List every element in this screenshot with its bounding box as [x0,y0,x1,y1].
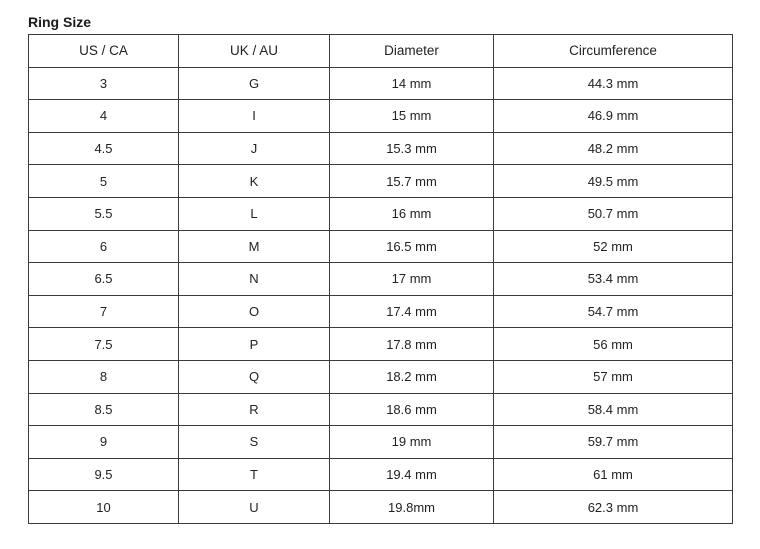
cell-circumference: 48.2 mm [494,132,733,165]
cell-diameter: 17 mm [330,263,494,296]
cell-us-ca: 9.5 [29,458,179,491]
cell-circumference: 50.7 mm [494,197,733,230]
cell-uk-au: J [179,132,330,165]
table-row [29,393,733,426]
column-header-diameter: Diameter [330,35,494,68]
cell-us-ca: 5 [29,165,179,198]
cell-circumference: 57 mm [494,360,733,393]
cell-circumference: 53.4 mm [494,263,733,296]
cell-uk-au: U [179,491,330,524]
cell-diameter: 19 mm [330,426,494,459]
cell-us-ca: 3 [29,67,179,100]
cell-us-ca: 4.5 [29,132,179,165]
column-header-uk-au: UK / AU [179,35,330,68]
cell-diameter: 18.2 mm [330,360,494,393]
table-header-row [29,35,733,68]
cell-circumference: 58.4 mm [494,393,733,426]
cell-us-ca: 8 [29,360,179,393]
cell-uk-au: T [179,458,330,491]
cell-diameter: 18.6 mm [330,393,494,426]
cell-circumference: 61 mm [494,458,733,491]
cell-us-ca: 6 [29,230,179,263]
cell-diameter: 19.4 mm [330,458,494,491]
table-row [29,230,733,263]
column-header-circumference: Circumference [494,35,733,68]
cell-uk-au: G [179,67,330,100]
table-row [29,491,733,524]
cell-diameter: 14 mm [330,67,494,100]
table-row [29,295,733,328]
cell-diameter: 15 mm [330,100,494,133]
cell-diameter: 17.4 mm [330,295,494,328]
cell-circumference: 44.3 mm [494,67,733,100]
cell-circumference: 59.7 mm [494,426,733,459]
cell-diameter: 16.5 mm [330,230,494,263]
cell-us-ca: 8.5 [29,393,179,426]
column-header-us-ca: US / CA [29,35,179,68]
cell-diameter: 17.8 mm [330,328,494,361]
cell-us-ca: 6.5 [29,263,179,296]
table-row [29,426,733,459]
cell-diameter: 15.3 mm [330,132,494,165]
cell-circumference: 49.5 mm [494,165,733,198]
page-title: Ring Size [28,14,92,30]
cell-uk-au: I [179,100,330,133]
cell-diameter: 15.7 mm [330,165,494,198]
table-row [29,165,733,198]
cell-circumference: 46.9 mm [494,100,733,133]
cell-uk-au: Q [179,360,330,393]
cell-us-ca: 9 [29,426,179,459]
table-row [29,132,733,165]
cell-circumference: 52 mm [494,230,733,263]
cell-us-ca: 10 [29,491,179,524]
cell-uk-au: S [179,426,330,459]
ring-size-table [28,34,733,524]
table-row [29,328,733,361]
cell-uk-au: K [179,165,330,198]
cell-circumference: 62.3 mm [494,491,733,524]
cell-diameter: 19.8mm [330,491,494,524]
table-row [29,100,733,133]
table-row [29,197,733,230]
cell-us-ca: 7.5 [29,328,179,361]
cell-uk-au: P [179,328,330,361]
table-row [29,263,733,296]
cell-diameter: 16 mm [330,197,494,230]
cell-circumference: 56 mm [494,328,733,361]
cell-uk-au: N [179,263,330,296]
cell-us-ca: 7 [29,295,179,328]
table-row [29,458,733,491]
table-row [29,67,733,100]
table-body [29,67,733,523]
cell-us-ca: 4 [29,100,179,133]
table-row [29,360,733,393]
cell-uk-au: L [179,197,330,230]
cell-us-ca: 5.5 [29,197,179,230]
cell-uk-au: O [179,295,330,328]
cell-circumference: 54.7 mm [494,295,733,328]
cell-uk-au: M [179,230,330,263]
cell-uk-au: R [179,393,330,426]
